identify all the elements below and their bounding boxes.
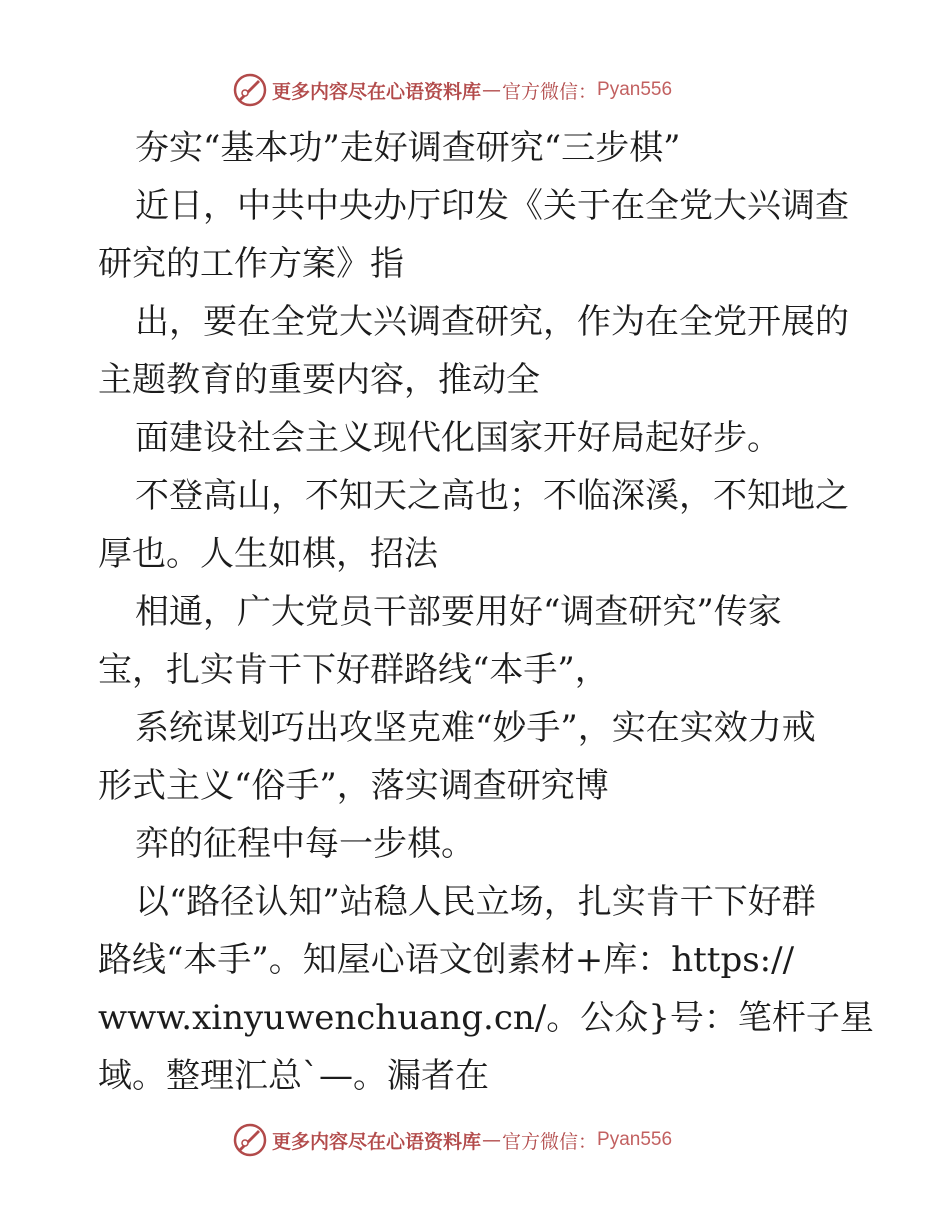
watermark-text: 更多内容尽在心语资料库 bbox=[272, 1130, 482, 1153]
paragraph-line: 近日，中共中央办厅印发《关于在全党大兴调查 bbox=[135, 186, 849, 226]
document-title: 夯实“基本功”走好调查研究“三步棋” bbox=[135, 128, 681, 168]
paragraph-line: 以“路径认知”站稳人民立场，扎实肯干下好群 bbox=[135, 882, 816, 922]
pen-logo-icon bbox=[232, 1122, 268, 1158]
watermark-official-label: 官方微信： bbox=[502, 1130, 598, 1153]
watermark-wechat-id: Pyan556 bbox=[597, 1129, 673, 1150]
paragraph-line: www.xinyuwenchuang.cn/。公众}号：笔杆子星 bbox=[98, 998, 874, 1038]
watermark-official-label: 官方微信： bbox=[502, 80, 598, 103]
paragraph-line: 研究的工作方案》指 bbox=[98, 244, 404, 284]
watermark-separator: — bbox=[482, 1129, 502, 1151]
paragraph-line: 宝，扎实肯干下好群路线“本手”， bbox=[98, 650, 609, 690]
paragraph-line: 不登高山，不知天之高也；不临深溪，不知地之 bbox=[135, 476, 849, 516]
paragraph-line: 厚也。人生如棋，招法 bbox=[98, 534, 438, 574]
paragraph-line: 面建设社会主义现代化国家开好局起好步。 bbox=[135, 418, 781, 458]
pen-logo-icon bbox=[232, 72, 268, 108]
watermark-wechat-id: Pyan556 bbox=[597, 79, 673, 100]
paragraph-line: 弈的征程中每一步棋。 bbox=[135, 824, 475, 864]
paragraph-line: 形式主义“俗手”，落实调查研究博 bbox=[98, 766, 609, 806]
paragraph-line: 相通，广大党员干部要用好“调查研究”传家 bbox=[135, 592, 782, 632]
footer-watermark bbox=[232, 1120, 672, 1160]
header-watermark bbox=[232, 70, 672, 110]
watermark-text: 更多内容尽在心语资料库 bbox=[272, 80, 482, 103]
paragraph-line: 主题教育的重要内容，推动全 bbox=[98, 360, 540, 400]
paragraph-line: 系统谋划巧出攻坚克难“妙手”，实在实效力戒 bbox=[135, 708, 816, 748]
paragraph-line: 域。整理汇总`—。漏者在 bbox=[98, 1056, 489, 1096]
paragraph-line: 路线“本手”。知屋心语文创素材+库：https:// bbox=[98, 940, 795, 980]
paragraph-line: 出，要在全党大兴调查研究，作为在全党开展的 bbox=[135, 302, 849, 342]
watermark-separator: — bbox=[482, 79, 502, 101]
